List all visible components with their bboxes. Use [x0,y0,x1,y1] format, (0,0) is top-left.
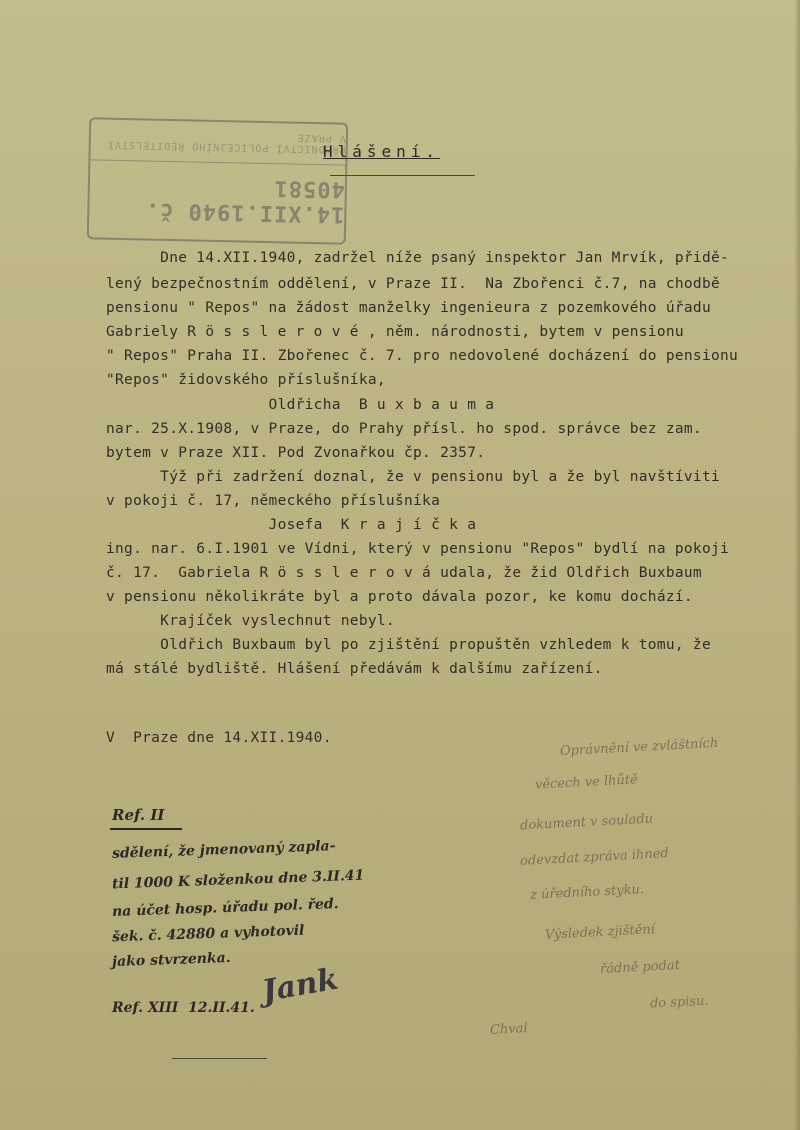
place-and-date: V Praze dne 14.XII.1940. [106,730,332,746]
body-line-15: v pensionu několikráte byl a proto dávala pozor, ke komu dochází. [106,589,693,605]
faint-note-line-6: Výsledek zjištění [544,922,656,943]
body-line-11: v pokoji č. 17, německého příslušníka [106,493,441,509]
handwritten-heading: Ref. II [112,806,165,824]
body-line-5: " Repos" Praha II. Zbořenec č. 7. pro nedovolené docházení do pensionu [106,348,739,364]
body-line-7: Oldřicha B u x b a u m a [106,397,495,413]
handwritten-line-4: šek. č. 42880 a vyhotovil [111,922,305,946]
body-line-12: Josefa K r a j í č k a [106,517,477,533]
body-line-18: má stálé bydliště. Hlášení předávám k dalšímu zařízení. [106,661,603,677]
stamp-date-number: 14.XII.1940 č. 40581 [144,175,346,227]
handwritten-footer: Ref. XIII 12.II.41. [112,1000,255,1016]
faint-note-line-7: řádně podat [599,957,681,978]
signature-rule [172,1058,267,1059]
body-line-16: Krajíček vyslechnut nebyl. [106,613,395,629]
body-line-6: "Repos" židovského příslušníka, [106,372,386,388]
body-line-13: ing. nar. 6.I.1901 ve Vídni, který v pensionu "Repos" bydlí na pokoji [106,541,730,557]
handwritten-line-1: sdělení, že jmenovaný zapla- [111,838,336,862]
stamp-header: PŘEDNICTVÍ POLICEJNÍHO ŘEDITELSTVÍ V PRAZE [106,131,347,155]
stamp-divider [90,159,345,165]
handwritten-line-3: na účet hosp. úřadu pol. řed. [111,896,339,920]
registry-stamp [87,117,348,244]
faint-note-line-3: dokument v souladu [519,811,654,834]
faint-note-line-8: do spisu. [649,993,709,1012]
body-line-8: nar. 25.X.1908, v Praze, do Prahy přísl. ho spod. správce bez zam. [106,421,702,437]
handwritten-line-2: til 1000 K složenkou dne 3.II.41 [111,867,365,893]
body-line-10: Týž při zadržení doznal, že v pensionu byl a že byl navštíviti [106,469,721,485]
document-title: Hlášení. [323,142,441,161]
body-line-14: č. 17. Gabriela R ö s s l e r o v á udala, že žid Oldřich Buxbaum [106,565,702,581]
handwritten-heading-underline [110,828,182,830]
faint-note-line-1: Oprávnění ve zvláštních [559,735,719,760]
body-line-4: Gabriely R ö s s l e r o v é , něm. národnosti, bytem v pensionu [106,324,684,340]
body-line-9: bytem v Praze XII. Pod Zvonařkou čp. 2357. [106,445,486,461]
handwritten-line-5: jako stvrzenka. [111,949,231,971]
title-rule [330,175,475,176]
body-line-3: pensionu " Repos" na žádost manželky ingenieura z pozemkového úřadu [106,300,711,316]
body-line-2: lený bezpečnostním oddělení, v Praze II. Na Zbořenci č.7, na chodbě [106,276,721,292]
paper-edge-shadow [794,0,800,1130]
faint-note-line-2: věcech ve lhůtě [534,772,639,793]
body-line-1: Dne 14.XII.1940, zadržel níže psaný inspektor Jan Mrvík, přidě- [106,250,730,266]
handwritten-signature: Jank [259,961,341,1010]
body-line-17: Oldřich Buxbaum byl po zjištění propuštěn vzhledem k tomu, že [106,637,711,653]
faint-note-line-4: odevzdat zpráva ihned [519,846,670,869]
faint-note-line-9: Chval [489,1021,528,1038]
faint-note-line-5: z úředního styku. [529,882,645,903]
